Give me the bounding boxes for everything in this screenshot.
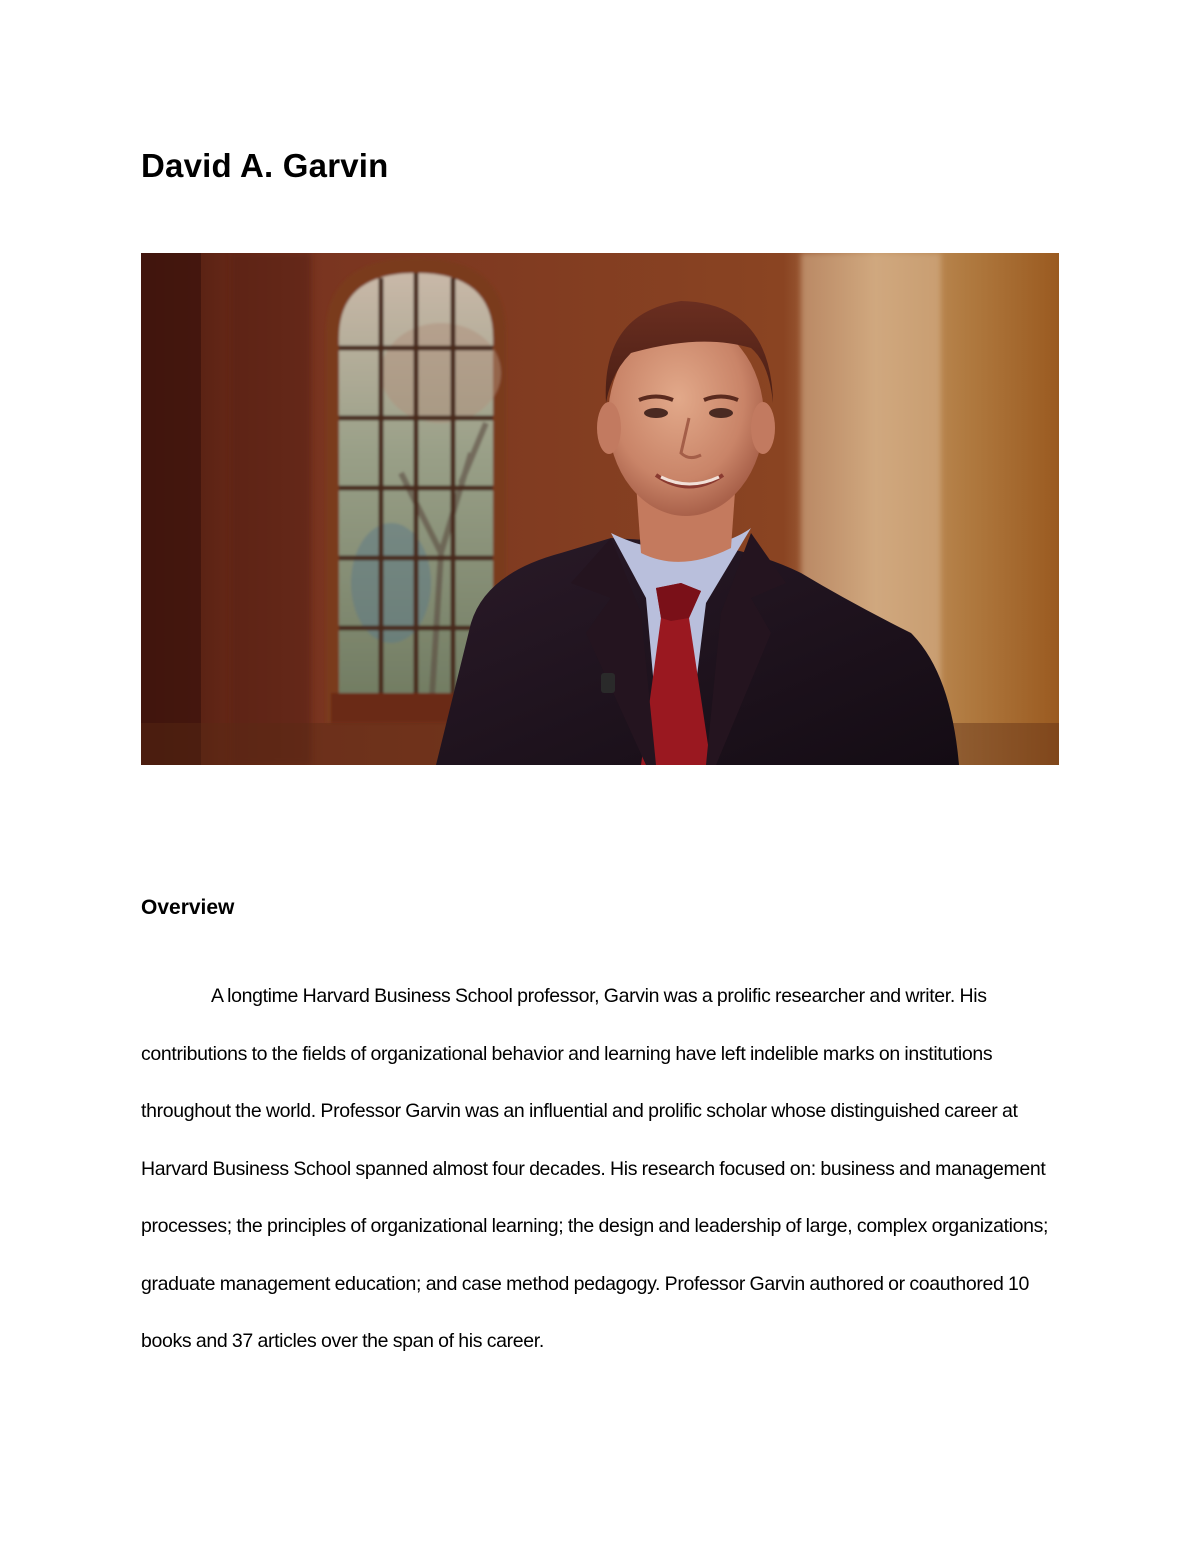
overview-paragraph: A longtime Harvard Business School professor, Garvin was a prolific researcher and writer. His contributions to the fields of organizational behavior and learning have left indelible marks on institutions throughout the world. Professor Garvin was an influential and prolific scholar whose distinguished career at Harvard Business School spanned almost four decades. His research focused on: business and management processes; the principles of organizational learning; the design and leadership of large, complex organizations; graduate management education; and case method pedagogy. Professor Garvin authored or coauthored 10 books and 37 articles over the span of his career.	[141, 985, 1049, 1352]
overview-heading: Overview	[141, 896, 235, 919]
portrait-photo	[141, 253, 1059, 765]
page-title: David A. Garvin	[141, 147, 389, 184]
